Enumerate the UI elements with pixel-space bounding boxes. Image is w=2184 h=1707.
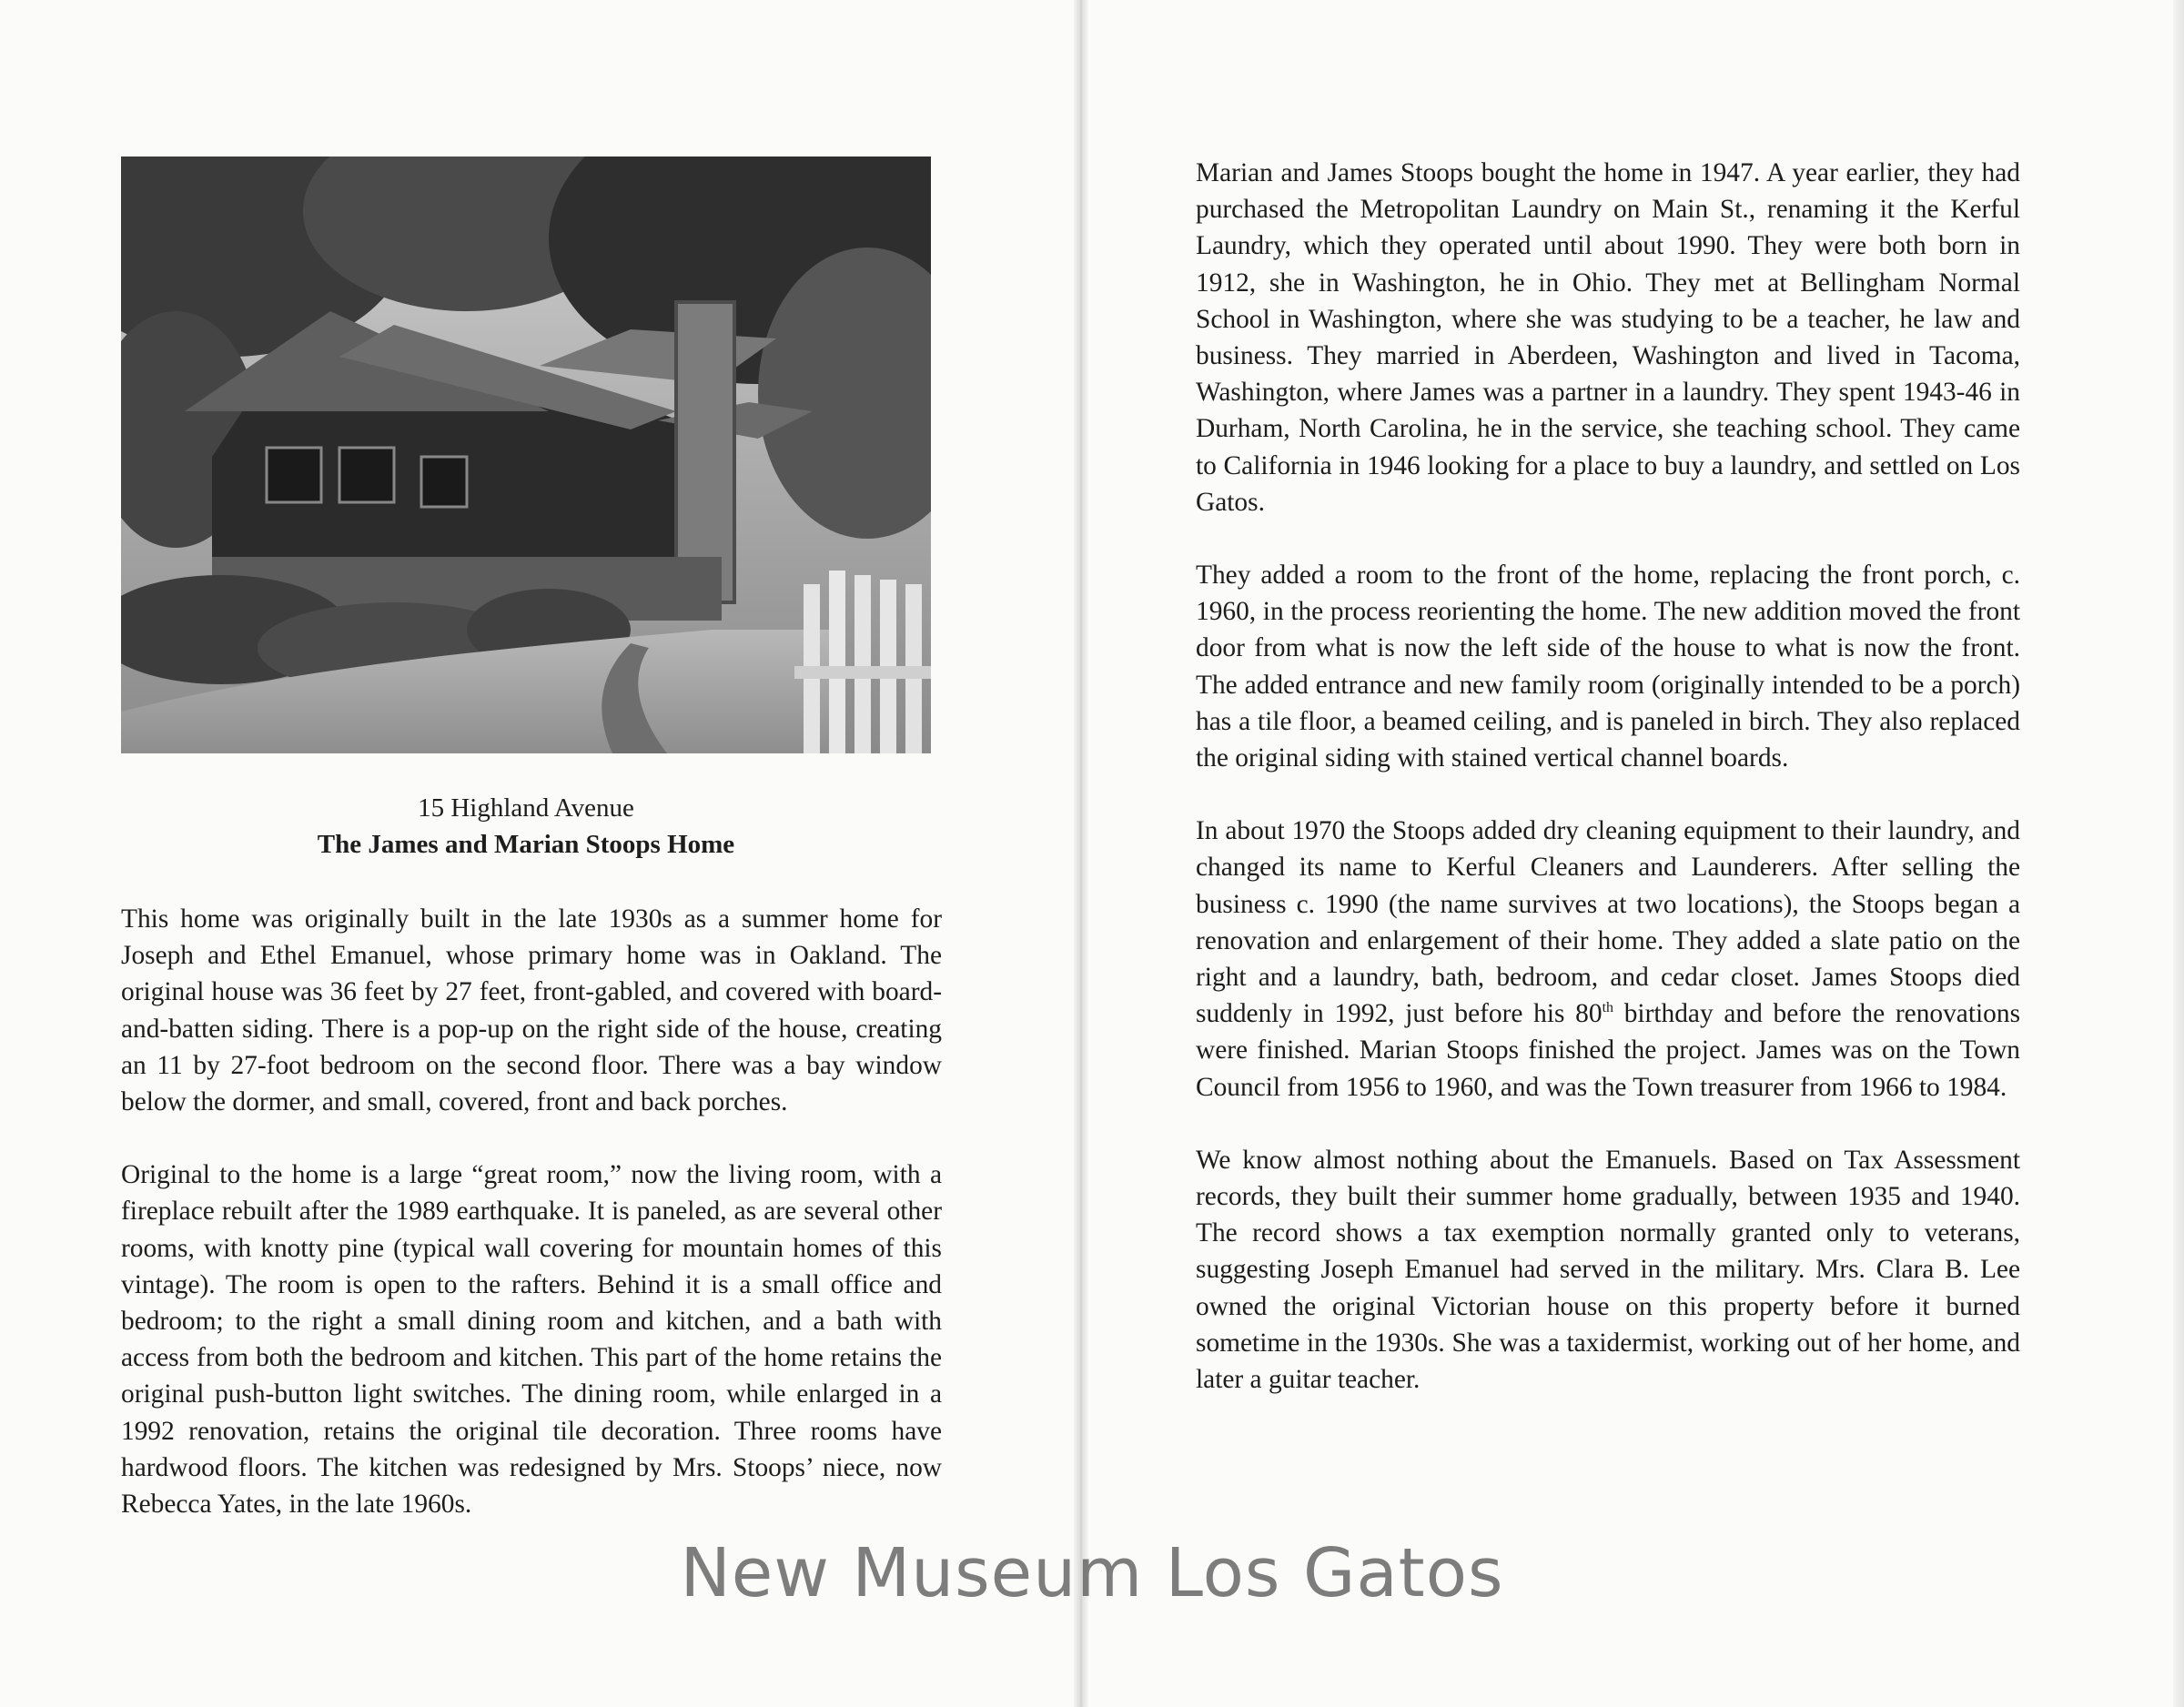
paragraph [1196,813,2020,1106]
house-photo-icon [121,157,931,753]
paragraph: Marian and James Stoops bought the home in 1947. A year earlier, they had purchased the Metropolitan Laundry on Main St., renaming it the Kerful Laundry, which they operated until about 1990. They were both born in 1912, she in Washington, he in Ohio. They met at Bellingham Normal School in Washington, where she was studying to be a teacher, he law and business. They married in Aberdeen, Washington and lived in Tacoma, Washington, where James was a partner in a laundry. They spent 1943-46 in Durham, North Carolina, he in the service, she teaching school. They came to California in 1946 looking for a place to buy a laundry, and settled on Los Gatos. [1196,158,2020,517]
caption-address: 15 Highland Avenue [418,793,634,823]
paragraph-text: birthday and before the renovations were finished. Marian Stoops finished the project. James was on the Town Council from 1956 to 1960, and was the Town treasurer from 1966 to 1984. [1196,999,2021,1102]
paragraph: This home was originally built in the late 1930s as a summer home for Joseph and Ethel Emanuel, whose primary home was in Oakland. The original house was 36 feet by 27 feet, front-gabled, and covered with board-and-batten siding. There is a pop-up on the right side of the house, creating an 11 by 27-foot bedroom on the second floor. There was a bay window below the dormer, and small, covered, front and back porches. [121,904,942,1117]
right-column-text [1196,155,2020,1434]
ordinal-suffix: th [1602,1000,1614,1016]
page-edge [2173,0,2184,1707]
photo-caption [121,790,931,863]
house-photo [121,157,931,753]
watermark: New Museum Los Gatos [680,1534,1504,1612]
caption-title: The James and Marian Stoops Home [317,830,735,859]
paragraph-text: In about 1970 the Stoops added dry cleaning equipment to their laundry, and changed its name to Kerful Cleaners and Launderers. After selling the business c. 1990 (the name survives at two locations), the Stoops began a renovation and enlargement of their home. They added a slate patio on the right and a laundry, bath, bedroom, and cedar closet. James Stoops died suddenly in 1992, just before his 80 [1196,816,2020,1029]
paragraph: Original to the home is a large “great room,” now the living room, with a fireplace rebuilt after the 1989 earthquake. It is paneled, as are several other rooms, with knotty pine (typical wall covering for mountain homes of this vintage). The room is open to the rafters. Behind it is a small office and bedroom; to the right a small dining room and kitchen, and a bath with access from both the bedroom and kitchen. This part of the home retains the original push-button light switches. The dining room, while enlarged in a 1992 renovation, retains the original tile decoration. Three rooms have hardwood floors. The kitchen was redesigned by Mrs. Stoops’ niece, now Rebecca Yates, in the late 1960s. [121,1160,942,1520]
paragraph: We know almost nothing about the Emanuels. Based on Tax Assessment records, they built their summer home gradually, between 1935 and 1940. The record shows a tax exemption normally granted only to veterans, suggesting Joseph Emanuel had served in the military. Mrs. Clara B. Lee owned the original Victorian house on this property before it burned sometime in the 1930s. She was a taxidermist, working out of her home, and later a guitar teacher. [1196,1145,2020,1395]
book-gutter [1074,0,1088,1707]
left-column-text [121,901,942,1559]
paragraph: They added a room to the front of the home, replacing the front porch, c. 1960, in the process reorienting the home. The new addition moved the front door from what is now the left side of the house to what is now the front. The added entrance and new family room (originally intended to be a porch) has a tile floor, a beamed ceiling, and is paneled in birch. They also replaced the original siding with stained vertical channel boards. [1196,561,2020,773]
